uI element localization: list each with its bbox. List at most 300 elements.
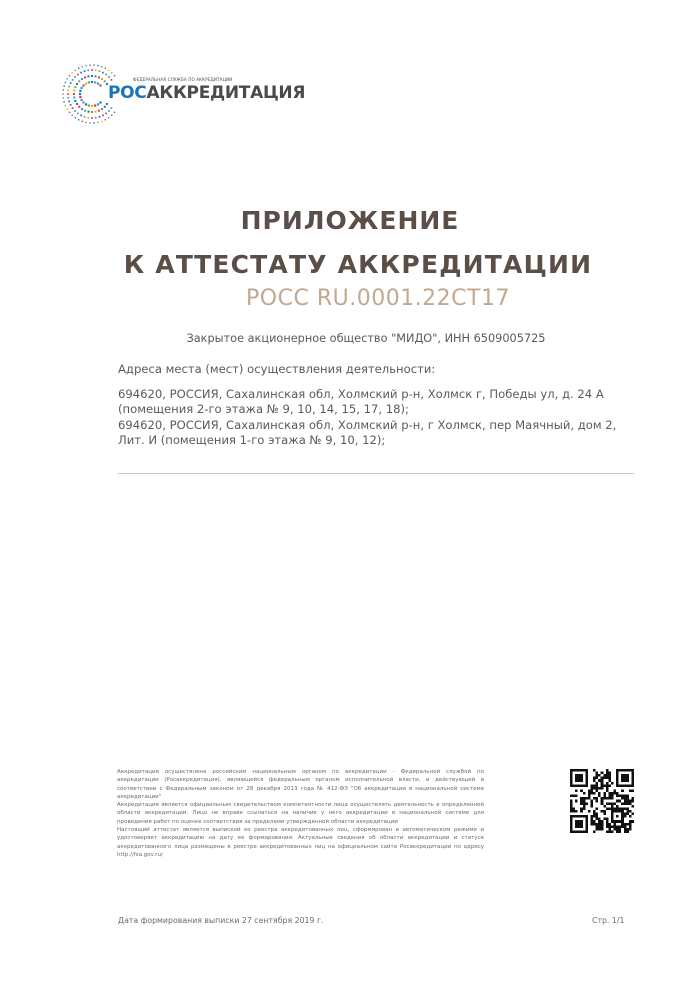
qr-module — [626, 813, 629, 816]
logo-dot — [62, 93, 63, 94]
qr-module — [616, 795, 619, 798]
qr-module — [575, 820, 583, 828]
logo-dot — [74, 110, 76, 112]
logo-dot — [99, 116, 101, 118]
qr-module — [611, 805, 614, 808]
agency-brand-name — [108, 83, 305, 103]
qr-module — [601, 782, 604, 785]
qr-module — [590, 787, 593, 790]
logo-dot — [105, 119, 106, 120]
qr-module — [629, 820, 632, 823]
qr-module — [590, 792, 593, 795]
qr-module — [575, 789, 578, 792]
qr-module — [614, 807, 617, 810]
logo-dot — [73, 89, 75, 91]
qr-module — [606, 823, 609, 826]
qr-module — [619, 825, 622, 828]
qr-module — [614, 792, 617, 795]
logo-dot — [76, 103, 78, 105]
qr-module — [606, 802, 609, 805]
footnote-paragraph: Аккредитация является официальным свидетельством компетентности лица осуществлять деятельность в определенной области аккредитации. Лицо не вправе ссылаться на наличие у него аккредитации в национальной системе для проведения работ по оценке соответствия за пределами утвержденной области аккредитации — [117, 802, 484, 825]
qr-module — [575, 800, 578, 803]
logo-dot — [99, 84, 101, 86]
qr-module — [596, 818, 599, 821]
qr-module — [593, 830, 596, 833]
address-item: 694620, РОССИЯ, Сахалинская обл, Холмский р-н, Холмск г, Победы ул, д. 24 А (помещения 2-го этажа № 9, 10, 14, 15, 17, 18); — [118, 387, 604, 417]
qr-module — [626, 807, 629, 810]
qr-module — [606, 777, 609, 780]
logo-dot — [78, 106, 80, 108]
qr-module — [619, 807, 622, 810]
qr-module — [626, 830, 629, 833]
logo-dot — [69, 112, 70, 113]
qr-module — [621, 797, 624, 800]
qr-module — [601, 777, 604, 780]
logo-dot — [89, 122, 90, 123]
logo-dot — [93, 122, 94, 123]
certificate-number: РОСС RU.0001.22СТ17 — [246, 286, 510, 311]
qr-module — [608, 779, 611, 782]
logo-dot — [88, 104, 90, 106]
qr-module — [601, 825, 604, 828]
logo-dot — [94, 104, 96, 106]
qr-module — [590, 805, 593, 808]
qr-module — [631, 813, 634, 816]
logo-dot — [108, 117, 109, 118]
qr-module — [608, 774, 611, 777]
qr-module — [580, 810, 583, 813]
logo-dot — [68, 101, 70, 103]
qr-module — [596, 813, 599, 816]
qr-module — [596, 789, 599, 792]
qr-module — [590, 815, 593, 818]
logo-dot — [95, 69, 97, 71]
qr-module — [580, 802, 583, 805]
logo-dot — [72, 114, 73, 115]
qr-module — [611, 782, 614, 785]
qr-module — [626, 800, 629, 803]
qr-module — [616, 792, 619, 795]
logo-dot — [111, 114, 112, 115]
qr-module — [626, 795, 629, 798]
qr-module — [611, 825, 614, 828]
qr-module — [629, 789, 632, 792]
qr-module — [593, 813, 596, 816]
qr-module — [611, 797, 614, 800]
logo-dot — [81, 87, 83, 89]
qr-module — [614, 789, 617, 792]
logo-dot — [81, 108, 83, 110]
logo-dot — [85, 122, 86, 123]
logo-dot — [87, 75, 89, 77]
qr-module — [603, 795, 606, 798]
qr-module — [596, 823, 599, 826]
qr-module — [614, 825, 617, 828]
qr-module — [601, 779, 604, 782]
qr-module — [593, 779, 596, 782]
logo-dot — [84, 70, 86, 72]
qr-module — [624, 815, 627, 818]
logo-dot — [95, 117, 97, 119]
logo-dot — [84, 110, 86, 112]
page-title-line2: К АТТЕСТАТУ АККРЕДИТАЦИИ — [123, 250, 593, 279]
logo-dot — [82, 101, 84, 103]
logo-dot — [74, 100, 76, 102]
qr-module — [631, 820, 634, 823]
logo-dot — [81, 99, 83, 101]
logo-dot — [88, 81, 90, 83]
qr-module — [583, 807, 586, 810]
qr-module — [624, 797, 627, 800]
logo-dot — [67, 97, 69, 99]
qr-module — [575, 774, 583, 782]
qr-module — [608, 784, 611, 787]
logo-dot — [105, 74, 107, 76]
qr-module — [608, 823, 611, 826]
qr-module — [598, 792, 601, 795]
qr-module — [601, 787, 604, 790]
logo-dot — [65, 105, 66, 106]
logo-dot — [85, 65, 86, 66]
qr-module — [621, 774, 629, 782]
logo-dot — [91, 69, 93, 71]
qr-module — [598, 828, 601, 831]
logo-dot — [111, 72, 112, 73]
qr-module — [603, 813, 606, 816]
qr-module — [624, 802, 627, 805]
qr-module — [603, 777, 606, 780]
qr-module — [606, 769, 609, 772]
qr-module — [621, 807, 624, 810]
qr-module — [596, 825, 599, 828]
logo-dot — [79, 96, 81, 98]
qr-module — [573, 807, 576, 810]
qr-module — [616, 807, 619, 810]
logo-dot — [75, 117, 76, 118]
qr-module — [575, 810, 578, 813]
qr-module — [585, 802, 588, 805]
logo-dot — [80, 115, 82, 117]
logo-dot — [74, 86, 76, 88]
logo-dot — [102, 115, 104, 117]
logo-dot — [91, 105, 93, 107]
logo-dot — [67, 89, 69, 91]
qr-module — [598, 823, 601, 826]
logo-dot — [84, 76, 86, 78]
qr-module — [606, 820, 609, 823]
qr-module — [629, 800, 632, 803]
logo-dot — [87, 117, 89, 119]
qr-module — [606, 797, 609, 800]
qr-module — [624, 828, 627, 831]
qr-module — [590, 784, 593, 787]
qr-module — [606, 825, 609, 828]
qr-module — [629, 810, 632, 813]
qr-module — [590, 800, 593, 803]
brand-prefix: РОС — [108, 83, 147, 103]
qr-module — [570, 807, 573, 810]
qr-module — [606, 807, 609, 810]
qr-module — [624, 825, 627, 828]
qr-module — [596, 782, 599, 785]
qr-module — [570, 805, 573, 808]
logo-dot — [91, 75, 93, 77]
qr-module — [606, 774, 609, 777]
qr-module — [590, 818, 593, 821]
logo-dot — [82, 66, 83, 67]
qr-module — [593, 777, 596, 780]
logo-dot — [63, 101, 64, 102]
qr-module — [593, 787, 596, 790]
addresses-label: Адреса места (мест) осуществления деятельности: — [118, 362, 436, 376]
qr-module — [593, 792, 596, 795]
qr-module — [626, 823, 629, 826]
qr-module — [608, 795, 611, 798]
logo-dot — [78, 68, 79, 69]
qr-module — [583, 797, 586, 800]
qr-module — [590, 789, 593, 792]
qr-module — [570, 802, 573, 805]
qr-module — [629, 815, 632, 818]
qr-module — [598, 779, 601, 782]
logo-dot — [97, 83, 99, 85]
qr-module — [626, 828, 629, 831]
qr-module — [629, 823, 632, 826]
logo-dot — [70, 104, 72, 106]
qr-module — [596, 800, 599, 803]
qr-module — [588, 810, 591, 813]
qr-module — [608, 772, 611, 775]
qr-module — [621, 823, 624, 826]
logo-dot — [74, 76, 76, 78]
qr-module — [603, 818, 606, 821]
qr-module — [601, 810, 604, 813]
footnote-paragraph: Аккредитация осуществлена российским национальным органом по аккредитации - Федеральной службой по аккредитации (Росаккредитация), являющейся федеральным органом исполнительной власти, и действующей в соответствии с Федеральным законом от 28 декабря 2013 года № 412-ФЗ "Об аккредитации в национальной системе аккредитации" — [117, 769, 484, 800]
brand-rest: АККРЕДИТАЦИЯ — [146, 83, 306, 103]
logo-dot — [97, 103, 99, 105]
qr-module — [598, 787, 601, 790]
qr-module — [611, 802, 614, 805]
logo-dot — [93, 64, 94, 65]
page-number: Стр. 1/1 — [592, 916, 625, 925]
qr-module — [606, 784, 609, 787]
logo-dot — [69, 75, 70, 76]
qr-module — [611, 792, 614, 795]
logo-dot — [67, 93, 69, 95]
qr-module — [621, 802, 624, 805]
qr-module — [614, 828, 617, 831]
qr-module — [631, 789, 634, 792]
logo-dot — [67, 78, 68, 79]
qr-module — [621, 795, 624, 798]
qr-module — [596, 828, 599, 831]
qr-module — [626, 797, 629, 800]
logo-dot — [67, 108, 68, 109]
logo-dot — [63, 97, 64, 98]
qr-module — [619, 830, 622, 833]
logo-dot — [87, 111, 89, 113]
logo-dot — [78, 119, 79, 120]
logo-dot — [85, 103, 87, 105]
logo-dot — [82, 121, 83, 122]
qr-module — [624, 800, 627, 803]
qr-module — [575, 795, 578, 798]
qr-module — [629, 828, 632, 831]
qr-module — [603, 805, 606, 808]
qr-module — [590, 802, 593, 805]
qr-module — [603, 774, 606, 777]
qr-module — [598, 774, 601, 777]
qr-module — [616, 825, 619, 828]
qr-module — [619, 795, 622, 798]
footnote-paragraph: Настоящий аттестат является выпиской из реестра аккредитованных лиц, сформирован в автоматическом режиме и удостоверяет аккредитацию на дату ее формирования. Актуальные сведения об области аккредитации и статусе аккредитованного лица размещены в реестре аккредитованных лиц на официальном сайте Росаккредитации по адресу http://fsa.gov.ru/ — [117, 827, 484, 858]
logo-dot — [108, 70, 109, 71]
qr-module — [621, 825, 624, 828]
qr-module — [580, 807, 583, 810]
qr-module — [573, 795, 576, 798]
qr-module — [593, 769, 596, 772]
logo-dot — [106, 103, 108, 105]
qr-module — [616, 828, 619, 831]
qr-module — [596, 787, 599, 790]
logo-dot — [87, 69, 89, 71]
logo-dot — [79, 90, 81, 92]
logo-dot — [78, 80, 80, 82]
qr-module — [596, 807, 599, 810]
qr-module — [626, 810, 629, 813]
qr-module — [608, 797, 611, 800]
logo-dot — [75, 70, 76, 71]
qr-module — [629, 825, 632, 828]
divider — [118, 473, 634, 474]
logo-dot — [98, 76, 100, 78]
qr-module — [624, 813, 627, 816]
qr-module — [601, 797, 604, 800]
logo-dot — [111, 107, 113, 109]
logo-dot — [82, 84, 84, 86]
qr-module — [590, 823, 593, 826]
qr-module — [608, 777, 611, 780]
qr-module — [608, 830, 611, 833]
legal-footnote — [117, 768, 484, 859]
qr-module — [631, 800, 634, 803]
qr-module — [603, 797, 606, 800]
logo-dot — [77, 113, 79, 115]
qr-module — [606, 789, 609, 792]
qr-module — [601, 828, 604, 831]
logo-dot — [101, 66, 102, 67]
logo-dot — [94, 81, 96, 83]
logo-dot — [114, 75, 115, 76]
qr-module — [601, 772, 604, 775]
logo-dot — [97, 65, 98, 66]
qr-module — [606, 782, 609, 785]
qr-module — [590, 820, 593, 823]
qr-module — [580, 800, 583, 803]
qr-module — [603, 792, 606, 795]
logo-dot — [77, 74, 79, 76]
logo-dot — [91, 81, 93, 83]
qr-module — [616, 805, 619, 808]
qr-module — [616, 830, 619, 833]
qr-module — [593, 820, 596, 823]
logo-dot — [89, 64, 90, 65]
qr-module — [606, 818, 609, 821]
qr-module — [596, 777, 599, 780]
logo-dot — [72, 79, 74, 81]
qr-module — [583, 802, 586, 805]
qr-module — [608, 825, 611, 828]
qr-module — [588, 797, 591, 800]
qr-module — [624, 823, 627, 826]
logo-dot — [101, 121, 102, 122]
qr-module — [596, 772, 599, 775]
qr-module — [603, 784, 606, 787]
generation-date: Дата формирования выписки 27 сентября 2019 г. — [118, 916, 324, 925]
logo-dot — [73, 93, 75, 95]
qr-module — [598, 820, 601, 823]
logo-dot — [108, 76, 110, 78]
qr-module — [608, 828, 611, 831]
qr-module — [631, 797, 634, 800]
qr-module — [593, 784, 596, 787]
qr-module — [588, 792, 591, 795]
page-title-line1: ПРИЛОЖЕНИЕ — [240, 206, 460, 235]
logo-dot — [73, 97, 75, 99]
qr-module — [596, 774, 599, 777]
qr-module — [598, 825, 601, 828]
logo-dot — [105, 113, 107, 115]
logo-dot — [95, 111, 97, 113]
qr-module — [588, 795, 591, 798]
qr-module — [626, 802, 629, 805]
logo-dot — [108, 110, 110, 112]
qr-module — [611, 807, 614, 810]
agency-name-small: ФЕДЕРАЛЬНАЯ СЛУЖБА ПО АККРЕДИТАЦИИ — [133, 78, 233, 83]
qr-module — [588, 789, 591, 792]
logo-dot — [91, 111, 93, 113]
logo-dot — [63, 85, 64, 86]
logo-dot — [91, 117, 93, 119]
qr-module — [619, 828, 622, 831]
logo-dot — [95, 75, 97, 77]
qr-module — [596, 797, 599, 800]
qr-module — [624, 830, 627, 833]
logo-dot — [80, 72, 82, 74]
qr-module — [593, 823, 596, 826]
qr-module — [621, 789, 624, 792]
qr-module — [619, 800, 622, 803]
qr-module — [616, 800, 619, 803]
organization-name: Закрытое акционерное общество "МИДО", ИНН 6509005725 — [186, 332, 546, 345]
qr-module — [593, 797, 596, 800]
logo-dot — [76, 83, 78, 85]
qr-module — [606, 830, 609, 833]
qr-module — [585, 797, 588, 800]
logo-dot — [99, 70, 101, 72]
qr-module — [601, 800, 604, 803]
qr-module — [616, 815, 619, 818]
qr-module — [570, 795, 573, 798]
qr-module — [601, 823, 604, 826]
qr-module — [570, 800, 573, 803]
qr-module — [608, 792, 611, 795]
logo-dot — [85, 83, 87, 85]
qr-module — [580, 789, 583, 792]
logo-dot — [65, 82, 66, 83]
qr-module — [614, 802, 617, 805]
qr-module — [596, 815, 599, 818]
